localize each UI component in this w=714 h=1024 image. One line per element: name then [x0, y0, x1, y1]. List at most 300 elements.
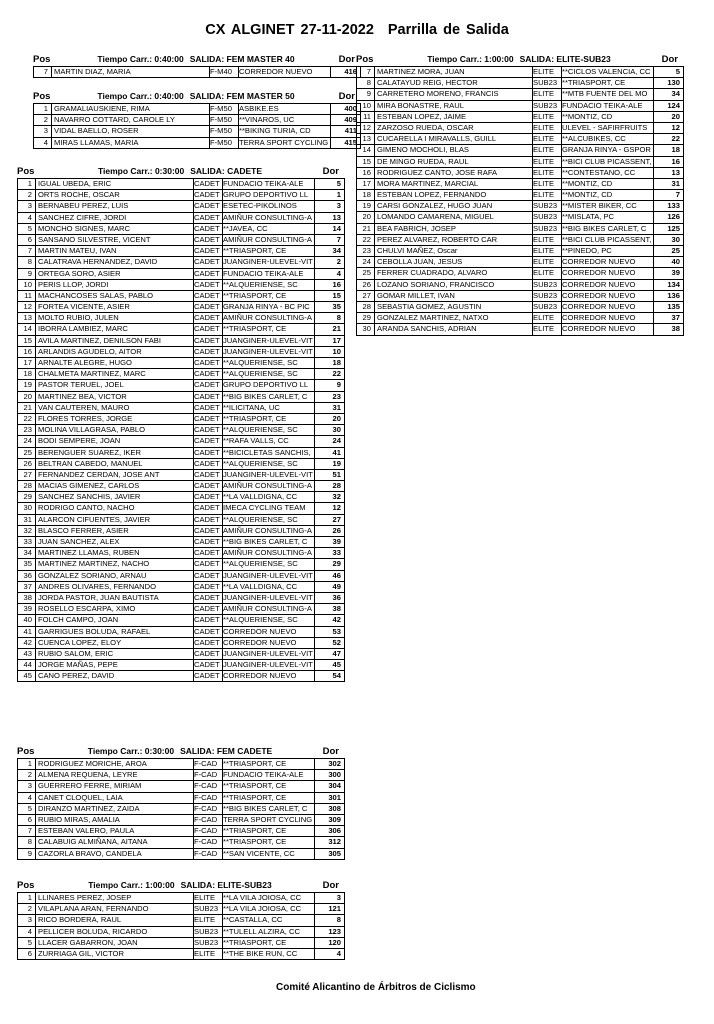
table-row	[18, 380, 344, 391]
rider-team: **TRIASPORT, CE	[223, 837, 287, 847]
rider-position: 20	[362, 212, 371, 222]
rider-category: ELITE	[533, 145, 555, 155]
table-row	[357, 268, 683, 279]
rider-position: 39	[23, 604, 32, 614]
rider-dorsal: 31	[332, 402, 341, 412]
table-row	[18, 593, 344, 604]
table-row	[18, 949, 344, 960]
rider-dorsal: 28	[332, 481, 341, 491]
rider-name: LLACER GABARRON, JOAN	[38, 937, 138, 947]
rider-team: **TRIASPORT, CE	[562, 78, 626, 88]
rider-team: **MONTIZ, CD	[562, 178, 613, 188]
rider-name: LOZANO SORIANO, FRANCISCO	[377, 279, 495, 289]
rider-team: FUNDACIO TEIKA-ALE	[562, 100, 643, 110]
category-header	[33, 90, 361, 103]
rider-position: 16	[362, 167, 371, 177]
rider-dorsal: 38	[332, 604, 341, 614]
rider-category: CADET	[194, 190, 220, 200]
rider-dorsal: 42	[332, 615, 341, 625]
rider-category: ELITE	[533, 268, 555, 278]
rider-name: JORDA PASTOR, JUAN BAUTISTA	[38, 592, 159, 602]
event-subtitle: Parrilla de Salida	[387, 22, 509, 38]
rider-team: CORREDOR NUEVO	[562, 301, 636, 311]
rider-dorsal: 411	[344, 126, 357, 136]
table-row	[18, 481, 344, 492]
table-row	[18, 770, 344, 781]
rider-name: CALATAYUD REIG, HECTOR	[377, 78, 478, 88]
rider-team: **THE BIKE RUN, CC	[223, 948, 298, 958]
column-divider	[35, 179, 36, 682]
rider-name: ALMENA REQUENA, LEYRE	[38, 770, 138, 780]
rider-team: CORREDOR NUEVO	[223, 626, 297, 636]
rider-team: **TRIASPORT, CE	[223, 792, 287, 802]
rider-category: CADET	[194, 346, 220, 356]
rider-team: **ALQUERIENSE, SC	[223, 279, 298, 289]
rider-category: F-CAD	[194, 759, 218, 768]
rider-category: CADET	[194, 660, 220, 670]
rider-dorsal: 308	[328, 803, 341, 813]
rider-position: 25	[23, 447, 32, 457]
rider-team: AMIÑUR CONSULTING-A	[223, 604, 312, 614]
table-row	[18, 492, 344, 503]
rider-name: MORA MARTINEZ, MARCIAL	[377, 178, 479, 188]
rider-category: CADET	[194, 279, 220, 289]
column-divider	[314, 179, 315, 682]
rider-position: 45	[23, 671, 32, 681]
rider-name: CARRETERO MORENO, FRANCIS	[377, 89, 499, 99]
rider-team: **LA VILA JOIOSA, CC	[223, 893, 302, 902]
pos-column-header: Pos	[17, 166, 35, 177]
rider-name: FERRER CUADRADO, ALVARO	[377, 268, 488, 278]
rider-name: CEBOLLA JUAN, JESUS	[377, 257, 463, 267]
race-time: Tiempo Carr.: 0:30:00	[97, 166, 185, 176]
rider-category: CADET	[194, 290, 220, 300]
rider-dorsal: 25	[671, 246, 680, 255]
rider-dorsal: 12	[332, 503, 341, 513]
rider-dorsal: 47	[332, 648, 341, 658]
rider-team: JUANGINER-ULEVEL-VIT	[223, 346, 313, 356]
rider-dorsal: 312	[328, 837, 341, 847]
rider-team: ULEVEL - SAFIRFRUITS	[562, 122, 648, 132]
rider-category: F-CAD	[194, 837, 218, 847]
rider-position: 5	[27, 223, 32, 233]
rider-dorsal: 54	[332, 671, 341, 681]
rider-dorsal: 16	[671, 156, 680, 166]
rider-category: F-CAD	[194, 770, 218, 780]
category-header	[356, 53, 684, 66]
rider-category: ELITE	[533, 234, 555, 244]
rider-category: CADET	[194, 604, 220, 614]
rider-name: CAZORLA BRAVO, CANDELA	[38, 848, 142, 858]
rider-position: 32	[23, 525, 32, 535]
rider-position: 21	[23, 402, 32, 412]
rider-team: **CICLOS VALENCIA, CC	[562, 67, 651, 76]
rider-position: 23	[23, 425, 32, 435]
rider-position: 25	[362, 268, 371, 278]
rider-position: 30	[362, 324, 371, 334]
rider-position: 36	[23, 570, 32, 580]
rider-dorsal: 126	[667, 212, 680, 222]
rider-dorsal: 416	[344, 67, 357, 76]
rider-position: 20	[23, 391, 32, 401]
rider-position: 3	[27, 201, 32, 211]
rider-position: 16	[23, 346, 32, 356]
rider-dorsal: 23	[332, 391, 341, 401]
rider-category: CADET	[194, 481, 220, 491]
rider-category: CADET	[194, 592, 220, 602]
rider-name: RUBIO MIRAS, AMALIA	[38, 814, 120, 824]
table-row	[18, 358, 344, 369]
table-row	[18, 403, 344, 414]
table-row	[357, 101, 683, 112]
column-divider	[35, 759, 36, 860]
rider-name: DIRANZO MARTINEZ, ZAIDA	[38, 803, 140, 813]
rider-dorsal: 34	[332, 246, 341, 256]
rider-name: MIRAS LLAMAS, MARIA	[54, 137, 139, 147]
rider-dorsal: 135	[667, 301, 680, 311]
rider-category: ELITE	[533, 134, 555, 144]
rider-position: 12	[362, 122, 371, 132]
rider-name: ESTEBAN VALERO, PAULA	[38, 826, 135, 836]
pos-column-header: Pos	[356, 54, 374, 65]
rider-dorsal: 39	[671, 268, 680, 278]
rider-category: SUB23	[194, 937, 219, 947]
table-row	[357, 257, 683, 268]
start-category: SALIDA: ELITE-SUB23	[180, 880, 272, 890]
rider-dorsal: 1	[336, 190, 341, 200]
rider-category: CADET	[194, 548, 220, 558]
rider-position: 29	[23, 492, 32, 502]
rider-position: 37	[23, 581, 32, 591]
rider-team: FUNDACIO TEIKA-ALE	[223, 268, 304, 278]
rider-category: CADET	[194, 223, 220, 233]
rider-position: 7	[366, 67, 371, 76]
rider-dorsal: 53	[332, 626, 341, 636]
rider-category: ELITE	[533, 178, 555, 188]
rider-name: BERENGUER SUAREZ, IKER	[38, 447, 141, 457]
table-row	[18, 793, 344, 804]
start-category: SALIDA: FEM MASTER 40	[189, 54, 295, 64]
rider-name: PEREZ ALVAREZ, ROBERTO CAR	[377, 234, 498, 244]
table-row	[18, 849, 344, 860]
rider-team: **RAFA VALLS, CC	[223, 436, 289, 446]
table-row	[357, 324, 683, 335]
rider-category: CADET	[194, 637, 220, 647]
rider-team: **TULELL ALZIRA, CC	[223, 926, 300, 936]
rider-team: FUNDACIO TEIKA-ALE	[223, 770, 304, 780]
rider-category: CADET	[194, 581, 220, 591]
rider-category: ELITE	[533, 156, 555, 166]
rider-category: CADET	[194, 447, 220, 457]
table-row	[18, 246, 344, 257]
rider-name: CHALMETA MARTINEZ, MARC	[38, 369, 146, 379]
rider-category: CADET	[194, 425, 220, 435]
rider-team: AMIÑUR CONSULTING-A	[223, 548, 312, 558]
rider-table	[17, 892, 345, 960]
rider-name: CUCARELLA I MIRAVALLS, GUILL	[377, 134, 497, 144]
rider-name: CUENCA LOPEZ, ELOY	[38, 637, 122, 647]
rider-dorsal: 32	[332, 492, 341, 502]
rider-position: 34	[23, 548, 32, 558]
rider-name: MACIAS GIMENEZ, CARLOS	[38, 481, 140, 491]
rider-category: F-M50	[210, 126, 232, 136]
rider-position: 3	[43, 126, 48, 136]
table-row	[34, 67, 360, 78]
rider-dorsal: 7	[336, 234, 341, 244]
rider-team: **TRIASPORT, CE	[223, 759, 287, 768]
rider-team: **BICICLETAS SANCHIS,	[223, 447, 311, 457]
category-title	[49, 879, 311, 892]
table-row	[18, 582, 344, 593]
rider-position: 19	[23, 380, 32, 390]
rider-position: 9	[27, 268, 32, 278]
table-row	[34, 126, 360, 137]
rider-category: CADET	[194, 335, 220, 345]
table-row	[18, 627, 344, 638]
rider-dorsal: 3	[336, 893, 341, 902]
rider-name: BERNABEU PEREZ, LUIS	[38, 201, 129, 211]
rider-position: 24	[362, 257, 371, 267]
rider-team: **TRIASPORT, CE	[223, 290, 287, 300]
rider-category: F-M50	[210, 104, 232, 113]
category-header	[17, 165, 345, 178]
rider-team: **VINAROS, UC	[239, 115, 295, 125]
rider-dorsal: 38	[671, 324, 680, 334]
table-row	[357, 302, 683, 313]
table-row	[18, 269, 344, 280]
rider-team: CORREDOR NUEVO	[223, 637, 297, 647]
rider-name: ORTS ROCHE, OSCAR	[38, 190, 120, 200]
column-divider	[51, 67, 52, 78]
rider-dorsal: 4	[336, 268, 341, 278]
rider-category: ELITE	[194, 915, 216, 925]
rider-dorsal: 302	[328, 759, 341, 768]
rider-position: 4	[27, 792, 32, 802]
rider-name: PASTOR TERUEL, JOEL	[38, 380, 124, 390]
rider-team: **TRIASPORT, CE	[223, 937, 287, 947]
rider-dorsal: 10	[332, 346, 341, 356]
table-row	[18, 448, 344, 459]
rider-dorsal: 5	[675, 67, 680, 76]
table-row	[18, 893, 344, 904]
rider-position: 2	[27, 770, 32, 780]
dorsal-column-header: Dor	[322, 746, 339, 757]
rider-category: CADET	[194, 537, 220, 546]
table-row	[18, 671, 344, 682]
rider-dorsal: 306	[328, 826, 341, 836]
rider-dorsal: 120	[328, 937, 341, 947]
rider-position: 33	[23, 537, 32, 546]
rider-position: 7	[27, 826, 32, 836]
rider-dorsal: 305	[328, 848, 341, 858]
rider-position: 31	[23, 514, 32, 524]
rider-name: CANO PEREZ, DAVID	[38, 671, 115, 681]
rider-category: CADET	[194, 503, 220, 513]
rider-dorsal: 133	[667, 201, 680, 211]
rider-team: GRUPO DEPORTIVO LL	[223, 190, 309, 200]
rider-category: CADET	[194, 615, 220, 625]
rider-name: CALATRAVA HERNANDEZ, DAVID	[38, 257, 158, 267]
table-row	[18, 347, 344, 358]
rider-name: GIMENO MOCHOLI, BLAS	[377, 145, 469, 155]
rider-category: SUB23	[533, 279, 558, 289]
rider-position: 6	[27, 948, 32, 958]
table-row	[357, 112, 683, 123]
rider-name: MACHANCOSES SALAS, PABLO	[38, 290, 154, 300]
rider-team: **ILICITANA, UC	[223, 402, 280, 412]
rider-position: 4	[27, 212, 32, 222]
rider-dorsal: 26	[332, 525, 341, 535]
table-row	[18, 548, 344, 559]
rider-position: 6	[27, 234, 32, 244]
rider-dorsal: 17	[332, 335, 341, 345]
rider-position: 27	[362, 290, 371, 300]
rider-category: ELITE	[533, 257, 555, 267]
rider-team: GRANJA RINYA - BC PIC	[223, 302, 310, 312]
table-row	[34, 138, 360, 149]
rider-position: 41	[23, 626, 32, 636]
rider-category: SUB23	[533, 100, 558, 110]
rider-category: CADET	[194, 391, 220, 401]
rider-dorsal: 130	[667, 78, 680, 88]
rider-team: **CONTESTANO, CC	[562, 167, 636, 177]
rider-dorsal: 12	[671, 122, 680, 132]
table-row	[18, 804, 344, 815]
rider-position: 10	[362, 100, 371, 110]
table-row	[357, 145, 683, 156]
rider-team: **BIG BIKES CARLET, C	[223, 391, 308, 401]
table-row	[357, 67, 683, 78]
rider-dorsal: 41	[332, 447, 341, 457]
rider-name: JUAN SANCHEZ, ALEX	[38, 537, 120, 546]
rider-category: CADET	[194, 268, 220, 278]
event-title: CX ALGINET 27-11-2022	[205, 22, 374, 38]
rider-category: CADET	[194, 626, 220, 636]
rider-category: CADET	[194, 302, 220, 312]
rider-dorsal: 5	[336, 179, 341, 188]
rider-name: ARNALTE ALEGRE, HUGO	[38, 358, 132, 367]
dorsal-column-header: Dor	[661, 54, 678, 65]
table-row	[18, 515, 344, 526]
rider-team: JUANGINER-ULEVEL-VIT	[223, 592, 313, 602]
rider-name: LOMANDO CAMARENA, MIGUEL	[377, 212, 494, 222]
rider-position: 17	[23, 358, 32, 367]
page-title	[0, 22, 714, 38]
rider-category: ELITE	[533, 190, 555, 200]
table-row	[357, 280, 683, 291]
table-row	[18, 615, 344, 626]
rider-category: CADET	[194, 514, 220, 524]
rider-dorsal: 21	[332, 324, 341, 334]
rider-dorsal: 51	[332, 469, 341, 479]
rider-team: **MONTIZ, CD	[562, 111, 613, 121]
rider-dorsal: 39	[332, 537, 341, 546]
rider-team: ESETEC-PIKOLINOS	[223, 201, 297, 211]
rider-position: 24	[23, 436, 32, 446]
column-divider	[51, 104, 52, 149]
rider-name: LLINARES PEREZ, JOSEP	[38, 893, 132, 902]
start-category: SALIDA: FEM CADETE	[180, 746, 273, 756]
rider-name: VAN CAUTEREN, MAURO	[38, 402, 130, 412]
rider-name: ARLANDIS AGUDELO, AITOR	[38, 346, 142, 356]
rider-team: CORREDOR NUEVO	[562, 313, 636, 323]
rider-name: MOLINA VILLAGRASA, PABLO	[38, 425, 146, 435]
rider-name: NAVARRO COTTARD, CAROLE LY	[54, 115, 175, 125]
rider-name: RICO BORDERA, RAUL	[38, 915, 122, 925]
rider-position: 9	[366, 89, 371, 99]
race-time: Tiempo Carr.: 1:00:00	[88, 880, 175, 890]
rider-team: **BICI CLUB PICASSENT,	[562, 234, 652, 244]
table-row	[18, 904, 344, 915]
rider-name: VILAPLANA ARAN, FERNANDO	[38, 904, 149, 914]
rider-position: 40	[23, 615, 32, 625]
rider-category: CADET	[194, 436, 220, 446]
column-divider	[193, 179, 194, 682]
rider-category: CADET	[194, 380, 220, 390]
rider-name: MONCHO SIGNES, MARC	[38, 223, 130, 233]
rider-dorsal: 123	[328, 926, 341, 936]
rider-position: 28	[362, 301, 371, 311]
rider-dorsal: 14	[332, 223, 341, 233]
table-row	[18, 571, 344, 582]
rider-category: ELITE	[533, 122, 555, 132]
rider-position: 1	[43, 104, 48, 113]
rider-position: 23	[362, 246, 371, 255]
rider-team: **SAN VICENTE, CC	[223, 848, 295, 858]
table-row	[18, 503, 344, 514]
rider-category: CADET	[194, 469, 220, 479]
rider-team: CORREDOR NUEVO	[239, 67, 313, 76]
rider-position: 8	[27, 837, 32, 847]
table-row	[18, 291, 344, 302]
table-row	[18, 470, 344, 481]
table-row	[18, 213, 344, 224]
rider-team: **BIG BIKES CARLET, C	[562, 223, 647, 233]
rider-table	[17, 758, 345, 860]
rider-category: CADET	[194, 492, 220, 502]
rider-category: SUB23	[533, 201, 558, 211]
table-row	[18, 915, 344, 926]
rider-position: 5	[27, 937, 32, 947]
rider-name: AVILA MARTINEZ, DENILSON FABI	[38, 335, 161, 345]
rider-team: **ALQUERIENSE, SC	[223, 458, 298, 468]
race-time: Tiempo Carr.: 1:00:00	[427, 54, 514, 64]
rider-dorsal: 121	[328, 904, 341, 914]
rider-name: GOMAR MILLET, IVAN	[377, 290, 455, 300]
rider-position: 17	[362, 178, 371, 188]
table-row	[18, 604, 344, 615]
table-row	[18, 559, 344, 570]
table-row	[18, 436, 344, 447]
rider-position: 4	[27, 926, 32, 936]
rider-team: CORREDOR NUEVO	[223, 671, 297, 681]
dorsal-column-header: Dor	[322, 880, 339, 891]
table-row	[18, 759, 344, 770]
rider-category: CADET	[194, 413, 220, 423]
rider-position: 13	[23, 313, 32, 323]
rider-position: 5	[27, 803, 32, 813]
rider-position: 3	[27, 915, 32, 925]
rider-position: 15	[23, 335, 32, 345]
rider-team: **TRIASPORT, CE	[223, 246, 287, 256]
rider-position: 15	[362, 156, 371, 166]
rider-dorsal: 2	[336, 257, 341, 267]
rider-team: **ALQUERIENSE, SC	[223, 358, 298, 367]
rider-team: AMIÑUR CONSULTING-A	[223, 234, 312, 244]
category-block-fcadete	[17, 745, 345, 860]
rider-name: GRAMALIAUSKIENE, RIMA	[54, 104, 150, 113]
rider-team: JUANGINER-ULEVEL-VIT	[223, 469, 313, 479]
